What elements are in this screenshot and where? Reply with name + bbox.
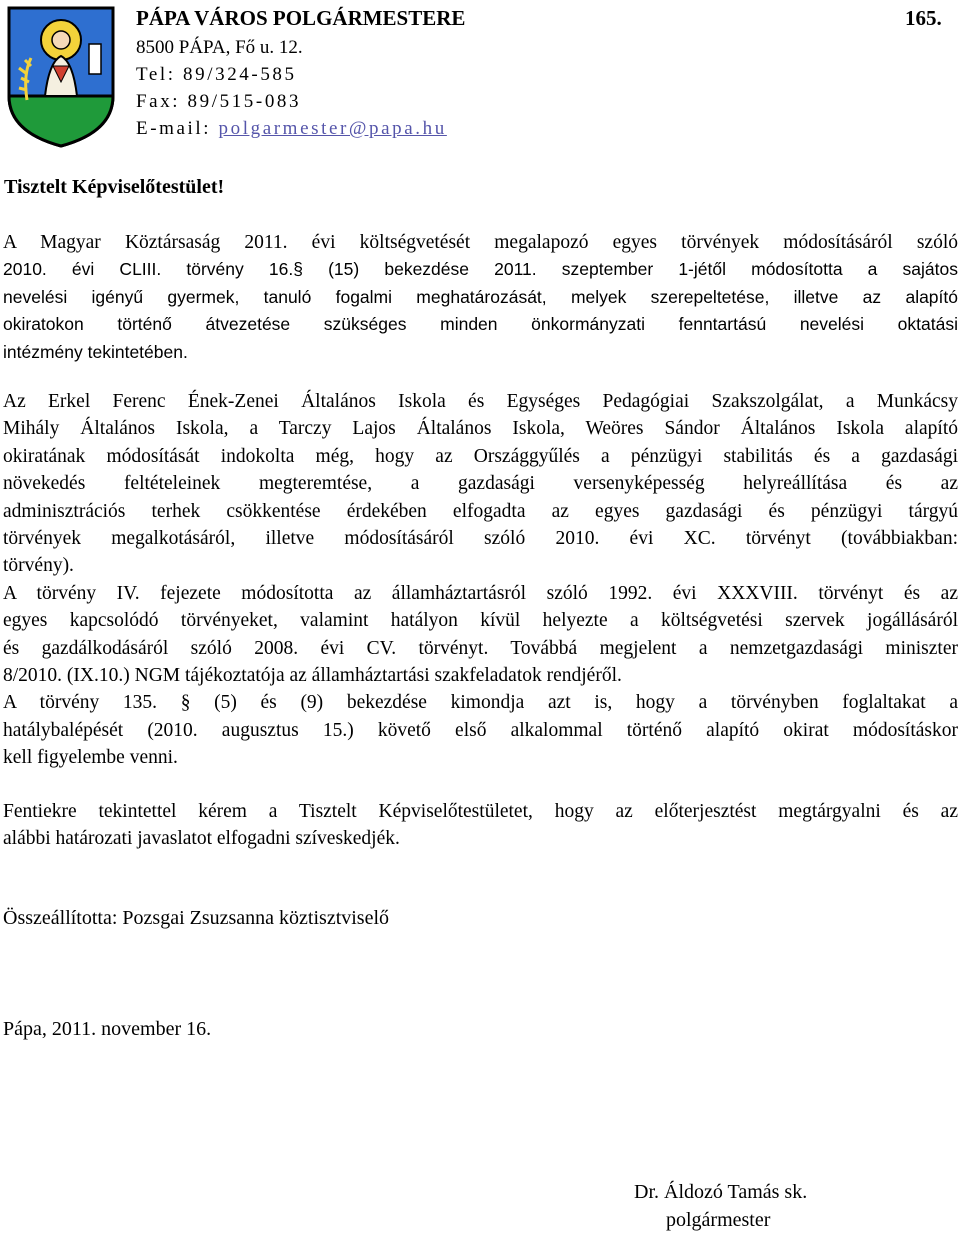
signatory-name: Dr. Áldozó Tamás sk. [634,1181,808,1203]
paragraph-line: okiratokon történő átvezetése szükséges minden önkormányzati fenntartású nevelési oktatási [3,314,958,335]
paragraph-line: Mihály Általános Iskola, a Tarczy Lajos Általános Iskola, Weöres Sándor Általános Iskola alapító [3,418,958,440]
email-link[interactable]: polgarmester@papa.hu [218,118,447,139]
paragraph-line: alábbi határozati javaslatot elfogadni szíveskedjék. [3,828,400,850]
paragraph-line: 2010. évi CLIII. törvény 16.§ (15) bekezdése 2011. szeptember 1-jétől módosította a sajátos [3,259,958,280]
paragraph-line: nevelési igényű gyermek, tanuló fogalmi meghatározását, melyek szerepeltetése, illetve az alapító [3,286,958,307]
email-label: E-mail: [136,118,219,139]
paragraph-line: növekedés feltételeinek megteremtése, a gazdasági versenyképesség helyreállítása és az [3,473,958,495]
paragraph-line: Az Erkel Ferenc Ének-Zenei Általános Iskola és Egységes Pedagógiai Szakszolgálat, a Munkácsy [3,391,958,412]
letterhead-address: 8500 PÁPA, Fő u. 12. [136,37,303,58]
paragraph-line: kell figyelembe venni. [3,747,178,769]
paragraph-line: A törvény 135. § (5) és (9) bekezdése kimondja azt is, hogy a törvényben foglaltakat a [3,692,958,714]
paragraph-line: 8/2010. (IX.10.) NGM tájékoztatója az államháztartási szakfeladatok rendjéről. [3,664,622,686]
paragraph-line: intézmény tekintetében. [3,341,188,362]
paragraph-schools [3,388,958,771]
letterhead-email [136,118,447,140]
paragraph-line: hatálybalépését (2010. augusztus 15.) követő első alkalommal történő alapító okirat módosításkor [3,719,958,741]
document-date: Pápa, 2011. november 16. [3,1018,212,1040]
document-number: 165. [905,6,942,30]
paragraph-request [3,798,958,853]
letterhead-fax: Fax: 89/515-083 [136,91,302,112]
paragraph-line: okiratának módosítását indokolta még, hogy az Országgyűlés a pénzügyi stabilitás és a gazdasági [3,445,958,467]
city-coat-of-arms-logo [5,4,117,150]
paragraph-line: törvények megalkotásáról, illetve módosításáról szóló 2010. évi XC. törvényt (továbbiakban: [3,527,958,549]
paragraph-line: A Magyar Köztársaság 2011. évi költségvetését megalapozó egyes törvények módosításáról szóló [3,232,958,253]
paragraph-line: A törvény IV. fejezete módosította az államháztartásról szóló 1992. évi XXXVIII. törvényt és az [3,582,958,604]
paragraph-legal-change [3,229,958,366]
paragraph-line: egyes kapcsolódó törvényeket, valamint hatályon kívül helyezte a költségvetési szervek jogállásáról [3,610,958,632]
signatory-role: polgármester [666,1209,771,1231]
letterhead-tel: Tel: 89/324-585 [136,64,297,85]
paragraph-line: törvény). [3,555,74,577]
paragraph-line: Fentiekre tekintettel kérem a Tisztelt Képviselőtestületet, hogy az előterjesztést megtárgyalni és az [3,801,958,822]
compiled-by: Összeállította: Pozsgai Zsuzsanna köztisztviselő [3,907,390,929]
paragraph-line: adminisztrációs terhek csökkentése érdekében elfogadta az egyes gazdasági és pénzügyi tárgyú [3,500,958,522]
paragraph-line: és gazdálkodásáról szóló 2008. évi CV. törvényt. Továbbá megjelent a nemzetgazdasági miniszter [3,637,958,659]
letterhead-title: PÁPA VÁROS POLGÁRMESTERE [136,6,466,30]
greeting: Tisztelt Képviselőtestület! [4,176,225,198]
